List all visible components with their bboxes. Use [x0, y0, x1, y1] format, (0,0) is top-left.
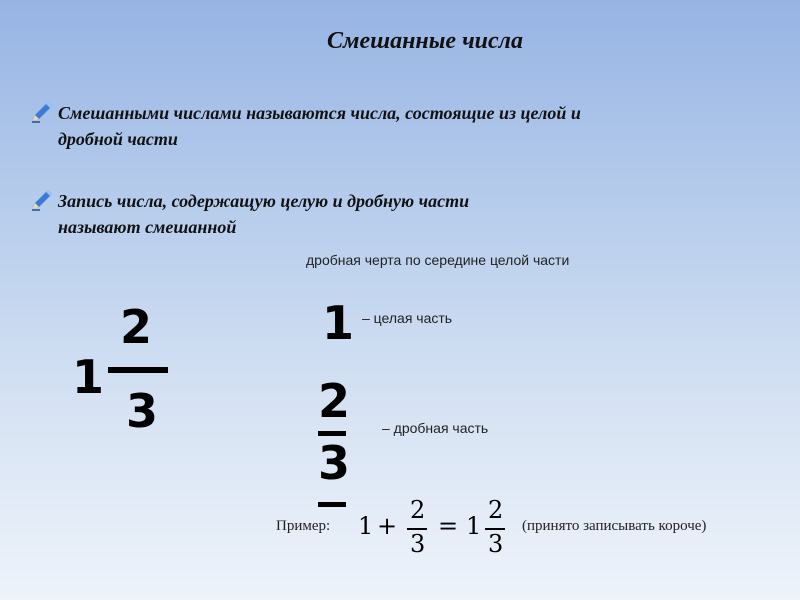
definition-text: Смешанными числами называются числа, состоящие из целой и дробной части	[58, 103, 581, 149]
big-fraction-bar	[108, 367, 168, 373]
big-denominator: 3	[126, 384, 159, 438]
example-denominator: 3	[410, 530, 426, 558]
notation-text: Запись числа, содержащую целую и дробную части называют смешанной	[58, 191, 470, 237]
whole-part-label: – целая часть	[362, 310, 453, 326]
example-right-denominator: 3	[488, 530, 504, 558]
big-whole-number: 1	[72, 350, 105, 404]
example-right-numerator: 2	[488, 496, 504, 524]
fraction-part-denominator: 3	[318, 436, 351, 490]
example-label: Пример:	[276, 518, 331, 534]
fraction-part-underline	[318, 502, 346, 507]
example-left-whole: 1	[358, 512, 374, 540]
example-comment: (принято записывать короче)	[522, 518, 707, 534]
example-numerator: 2	[410, 496, 426, 524]
pencil-icon	[30, 188, 54, 212]
whole-part-digit: 1	[322, 296, 355, 350]
example-plus: +	[377, 512, 398, 540]
fraction-line-note: дробная черта по середине целой части	[306, 252, 570, 268]
definition-bullet	[30, 100, 750, 152]
big-numerator: 2	[120, 300, 153, 354]
fraction-part-numerator: 2	[318, 374, 351, 428]
example-equals: =	[438, 512, 459, 540]
page-title: Смешанные числа	[327, 28, 523, 54]
example-right-whole: 1	[466, 512, 482, 540]
pencil-icon	[30, 100, 54, 124]
fraction-part-label: – дробная часть	[382, 420, 489, 436]
notation-bullet	[30, 188, 750, 240]
